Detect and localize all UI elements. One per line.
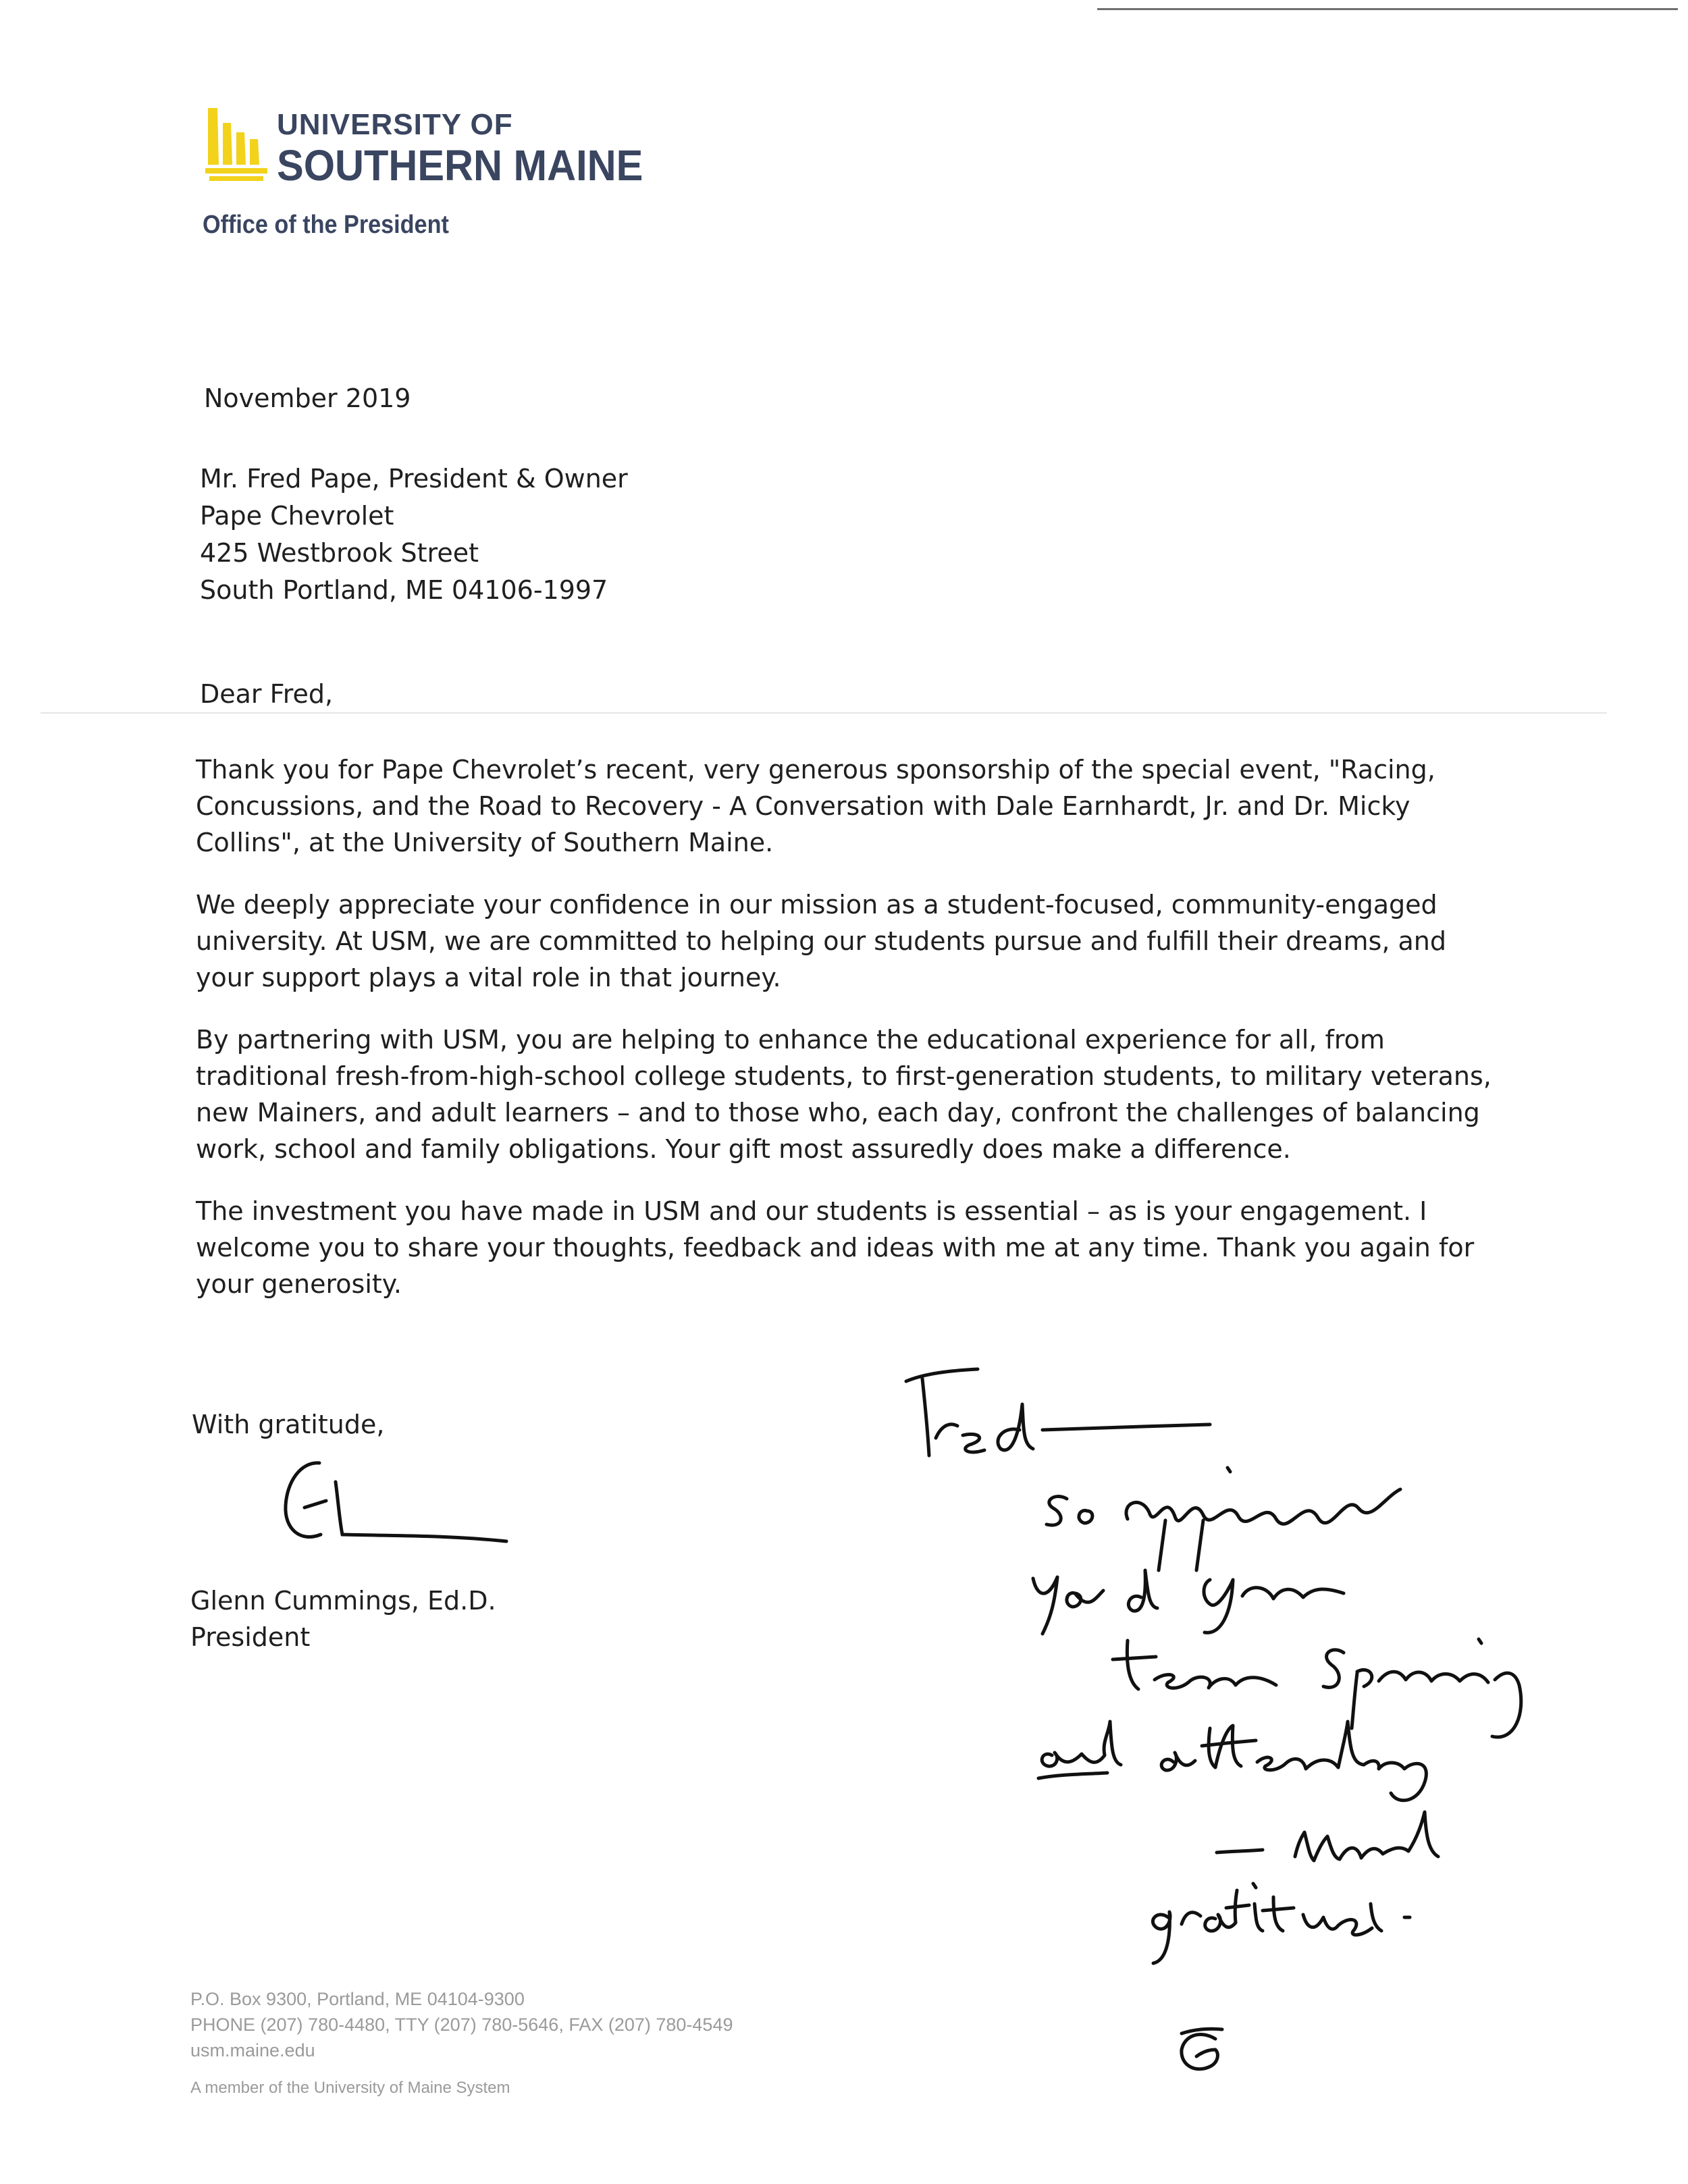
closing: With gratitude, bbox=[192, 1410, 385, 1439]
footer-website: usm.maine.edu bbox=[190, 2040, 315, 2060]
signature-image bbox=[273, 1455, 517, 1560]
footer-phones: PHONE (207) 780-4480, TTY (207) 780-5646, FAX (207) 780-4549 bbox=[190, 2015, 733, 2035]
scan-edge-line bbox=[1097, 8, 1678, 10]
recipient-line: Mr. Fred Pape, President & Owner bbox=[200, 464, 628, 494]
body-paragraph: Thank you for Pape Chevrolet’s recent, very generous sponsorship of the special event, "Racing, Concussions, and the Road to Recovery - A Conversation with Dale Earnhardt, Jr. and Dr. Micky Collins", at the University of Southern Maine. bbox=[196, 755, 1435, 857]
signer-title: President bbox=[190, 1622, 311, 1652]
handwritten-note-image bbox=[898, 1364, 1681, 2079]
university-name-line1: UNIVERSITY OF bbox=[277, 108, 513, 141]
footer-address: P.O. Box 9300, Portland, ME 04104-9300 bbox=[190, 1989, 525, 2009]
signer-block bbox=[190, 1582, 496, 1655]
body-paragraph: The investment you have made in USM and our students is essential – as is your engagement. I welcome you to share your thoughts, feedback and ideas with me at any time. Thank you again for your generosity. bbox=[196, 1196, 1475, 1299]
university-name-line2: SOUTHERN MAINE bbox=[277, 141, 643, 190]
recipient-address bbox=[200, 460, 628, 609]
recipient-line: 425 Westbrook Street bbox=[200, 538, 479, 568]
letter-body bbox=[196, 751, 1499, 1328]
footer-member-note: A member of the University of Maine System bbox=[190, 2079, 510, 2097]
scan-artifact-line bbox=[41, 712, 1607, 714]
body-paragraph: By partnering with USM, you are helping to enhance the educational experience for all, from traditional fresh-from-high-school college students, to first-generation students, to military veterans, new Mainers, and adult learners – and to those who, each day, confront the challenges of balancing work, school and family obligations. Your gift most assuredly does make a difference. bbox=[196, 1025, 1492, 1164]
letter-date: November 2019 bbox=[204, 383, 411, 413]
body-paragraph: We deeply appreciate your confidence in our mission as a student-focused, community-engaged university. At USM, we are committed to helping our students pursue and fulfill their dreams, and your support plays a vital role in that journey. bbox=[196, 890, 1446, 992]
salutation: Dear Fred, bbox=[200, 679, 334, 709]
signer-name: Glenn Cummings, Ed.D. bbox=[190, 1586, 496, 1616]
footer bbox=[190, 1986, 733, 2101]
recipient-line: Pape Chevrolet bbox=[200, 501, 394, 531]
office-title: Office of the President bbox=[203, 211, 449, 239]
recipient-line: South Portland, ME 04106-1997 bbox=[200, 575, 608, 605]
